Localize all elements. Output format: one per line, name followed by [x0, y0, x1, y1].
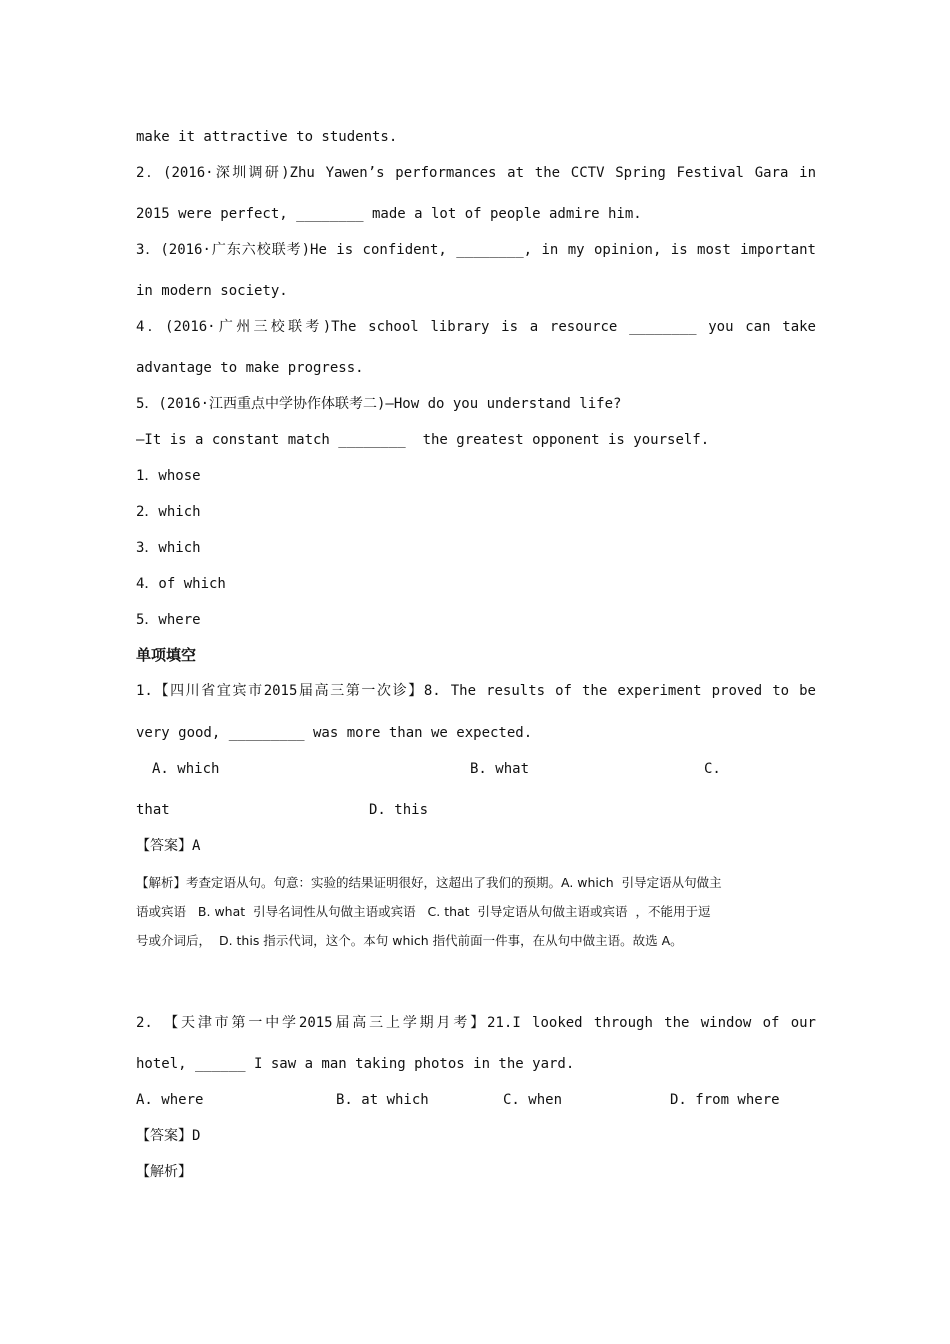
answer-3: 3．which	[136, 540, 201, 556]
single-choice-1-option-a: A. which	[152, 761, 220, 777]
answer-5: 5．where	[136, 612, 201, 628]
single-choice-2-line-2: hotel, ______ I saw a man taking photos in the yard.	[136, 1056, 575, 1072]
single-choice-1-explanation-2: 语或宾语 B. what 引导名词性从句做主语或宾语 C. that 引导定语从句做主语或宾语 ，不能用于逗	[136, 904, 711, 919]
answer-2: 2．which	[136, 504, 201, 520]
single-choice-1-explanation-3: 号或介词后， D. this 指示代词，这个。本句 which 指代前面一件事，在从句中做主语。故选 A。	[136, 933, 683, 948]
question-3-line-1: 3．(2016·广东六校联考)He is confident, ________, in my opinion, is most important	[136, 242, 816, 258]
single-choice-2-answer: 【答案】D	[136, 1128, 201, 1144]
single-choice-2-line-1: 2. 【天津市第一中学2015届高三上学期月考】21.I looked through the window of our	[136, 1015, 816, 1031]
answer-4: 4．of which	[136, 576, 226, 592]
question-3-line-2: in modern society.	[136, 283, 288, 299]
single-choice-2-option-c: C. when	[503, 1092, 563, 1108]
section-title: 单项填空	[136, 646, 197, 664]
single-choice-1-option-c-text: that	[136, 802, 170, 818]
single-choice-1-line-1: 1.【四川省宜宾市2015届高三第一次诊】8. The results of the experiment proved to be	[136, 683, 816, 699]
single-choice-2-option-d: D. from where	[670, 1092, 780, 1108]
question-4-line-1: 4．(2016·广州三校联考)The school library is a resource ________ you can take	[136, 319, 816, 335]
question-2-line-1: 2．(2016·深圳调研)Zhu Yawen’s performances at the CCTV Spring Festival Gara in	[136, 165, 816, 181]
single-choice-2-explanation-label: 【解析】	[136, 1164, 192, 1180]
question-2-line-2: 2015 were perfect, ________ made a lot of people admire him.	[136, 206, 642, 222]
answer-1: 1．whose	[136, 468, 201, 484]
question-5-line-2: —It is a constant match ________ the greatest opponent is yourself.	[136, 432, 710, 448]
single-choice-1-line-2: very good, _________ was more than we expected.	[136, 725, 533, 741]
single-choice-1-option-d: D. this	[369, 802, 429, 818]
single-choice-1-option-c: C.	[704, 761, 721, 777]
single-choice-1-explanation-1: 【解析】考查定语从句。句意：实验的结果证明很好，这超出了我们的预期。A. which 引导定语从句做主	[136, 875, 722, 890]
single-choice-2-option-a: A. where	[136, 1092, 204, 1108]
single-choice-2-option-b: B. at which	[336, 1092, 429, 1108]
single-choice-1-answer: 【答案】A	[136, 838, 201, 854]
previous-question-tail: make it attractive to students.	[136, 129, 398, 145]
question-5-line-1: 5．(2016·江西重点中学协作体联考二)—How do you understand life?	[136, 396, 622, 412]
single-choice-1-option-b: B. what	[470, 761, 530, 777]
question-4-line-2: advantage to make progress.	[136, 360, 364, 376]
